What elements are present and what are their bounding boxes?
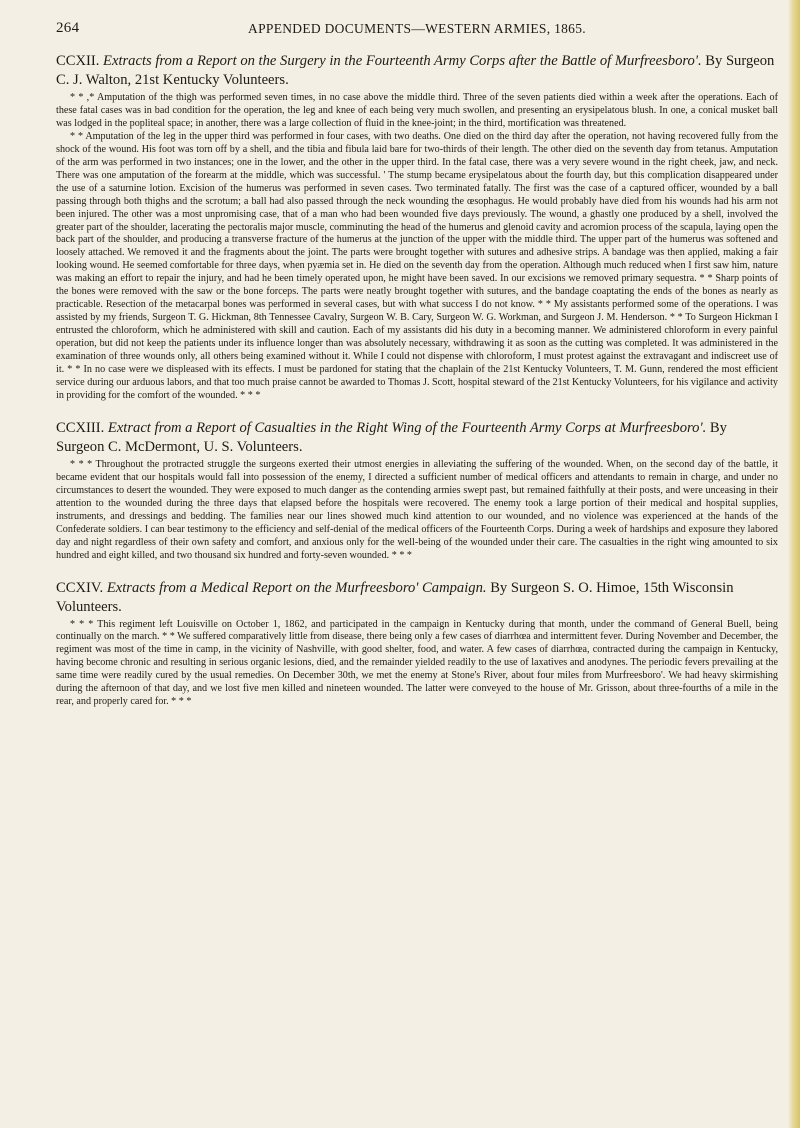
section-heading <box>56 419 778 457</box>
section-author: By Surgeon S. O. Himoe, 15th Wisconsin Volunteers. <box>56 579 734 615</box>
paragraph: * * Amputation of the leg in the upper third was performed in four cases, with two deaths. One died on the third day after the operation, not having recovered fully from the shock of the wound. His foot was torn off by a shell, and the tibia and fibula laid bare for two-thirds of their length. The other died on the seventh day from tetanus. Amputation of the arm was performed in two instances; one in the lower, and the other in the upper third. In the fatal case, there was a very severe wound in the right cheek, jaw, and neck. There was one amputation of the forearm at the middle, which was successful. ' The stump became erysipelatous about the fourth day, but this complication disappeared under the use of a saturnine lotion. Excision of the humerus was performed in seven cases. Two terminated fatally. The first was the case of a captured officer, wounded by a ball passing through both thighs and the scrotum; a ball had also passed through the neck wounding the œsophagus. He would probably have died from his wounds had his arm not been injured. The other was a most unpromising case, that of a man who had been wounded five days previously. The wound, a ghastly one produced by a shell, involved the greater part of the shoulder, lacerating the pectoralis major muscle, comminuting the head of the humerus and glenoid cavity and acromion process of the scapula, laying open the back part of the shoulder, and producing a transverse fracture of the humerus at the junction of the upper with the middle third. The upper part of the humerus was softened and loosely attached. We removed it and the fragments about the joint. The parts were brought together with sutures and adhesive strips. A bandage was then applied, making a fair looking wound. He seemed comfortable for three days, when pyæmia set in. He died on the seventh day from the operation. Although much reduced when I first saw him, nature was making an effort to repair the injury, and had he been timely operated upon, he might have been saved. In our excisions we removed primary sequestra. * * Sharp points of the bones were removed with the saw or the bone forceps. The parts were neatly brought together with sutures, and the bandage coaptating the ends of the bones as nearly as practicable. Resection of the metacarpal bones was performed in several cases, but with what success I do not know. * * My assistants performed some of the operations. I was assisted by my friends, Surgeon T. G. Hickman, 8th Tennessee Cavalry, Surgeon W. B. Cary, Surgeon W. G. Workman, and Surgeon J. M. Henderson. * * To Surgeon Hickman I entrusted the chloroform, which he administered with skill and caution. Each of my assistants did his duty in a becoming manner. We administered chloroform in every painful operation, but did not keep the patients under its influence longer than was absolutely necessary, withdrawing it as soon as the cutting was completed. It was administered in the examination of three wounds only, all others being examined without it. While I could not dispense with chloroform, I must protest against the extravagant and indiscreet use of it. * * In no case were we displeased with its effects. I must be pardoned for stating that the chaplain of the 21st Kentucky Volunteers, T. M. Gunn, rendered the most efficient service during our arduous labors, and that too much praise cannot be awarded to Thomas J. Scott, hospital steward of the 21st Kentucky Volunteers, for his vigilance and activity in providing for the comfort of the wounded. * * * <box>56 130 778 401</box>
section-number: CCXIV. <box>56 579 104 596</box>
paragraph: * * * Throughout the protracted struggle the surgeons exerted their utmost energies in alleviating the suffering of the wounded. When, on the second day of the battle, it became evident that our hospitals would fall into possession of the enemy, I directed a sufficient number of medical officers and attendants to remain in charge, and under no circumstances to desert the wounded. They were exposed to much danger as the contending armies swept past, but remained faithfully at their posts, and were unceasing in their attention to the wounded during the three days that elapsed before the hospitals were recovered. The enemy took a large portion of their medical and hospital supplies, instruments, and dressings and bedding. The families near our lines showed much kind attention to our wounded, and no violence was experienced at the hands of the Confederate soldiers. I can bear testimony to the efficiency and self-denial of the medical officers of the Fourteenth Corps. During a week of hardships and exposure they labored day and night regardless of their own safety and comfort, and anxious only for the well-being of the wounded under their care. The casualties in the right wing amounted to six hundred and eight killed, and two thousand six hundred and forty-seven wounded. * * * <box>56 458 778 561</box>
document-page <box>56 20 778 709</box>
page-number: 264 <box>56 20 80 36</box>
section-ccxiv <box>56 579 778 710</box>
running-header <box>56 20 778 44</box>
paragraph: * * * This regiment left Louisville on October 1, 1862, and participated in the campaign in Kentucky during that month, under the command of General Buell, being continually on the march. * * We suffered comparatively little from disease, there being only a few cases of diarrhœa and intermittent fever. During November and December, the regiment was most of the time in camp, in the vicinity of Nashville, with good shelter, food, and water. A few cases of diarrhœa, contracted during the campaign in Kentucky, having become chronic and resulting in serious organic lesions, died, and the remainder yielded readily to the use of laxatives and anodynes. The periodic fevers prevailing at the same time were readily cured by the usual remedies. On December 30th, we met the enemy at Stone's River, about four miles from Murfreesboro'. We had heavy skirmishing during the afternoon of that day, and we lost five men killed and nineteen wounded. The latter were conveyed to the house of Mr. Grisson, about three-fourths of a mile in the rear, and properly cared for. * * * <box>56 618 778 708</box>
paragraph: * * ,* Amputation of the thigh was performed seven times, in no case above the middle third. Three of the seven patients died within a week after the operations. Each of these fatal cases was in bad condition for the operation, the leg and knee of each being very much swollen, and presenting an erysipelatous blush. In one, a conical musket ball was lodged in the popliteal space; in another, there was a large collection of fluid in the knee-joint; in the third, mortification was threatened. <box>56 92 778 129</box>
section-author: By Surgeon C. J. Walton, 21st Kentucky Volunteers. <box>56 53 775 88</box>
section-heading <box>56 579 778 617</box>
section-author: By Surgeon C. McDermont, U. S. Volunteers. <box>56 419 727 455</box>
section-number: CCXIII. <box>56 419 105 436</box>
section-ccxii <box>56 52 778 403</box>
section-title: Extracts from a Medical Report on the Murfreesboro' Campaign. <box>106 579 487 596</box>
section-number: CCXII. <box>56 53 100 69</box>
section-heading <box>56 52 778 90</box>
section-title: Extracts from a Report on the Surgery in the Fourteenth Army Corps after the Battle of Murfreesboro'. <box>103 53 702 69</box>
section-title: Extract from a Report of Casualties in the Right Wing of the Fourteenth Army Corps at Murfreesboro'. <box>107 419 707 436</box>
running-title: APPENDED DOCUMENTS—WESTERN ARMIES, 1865. <box>248 21 586 36</box>
section-ccxiii <box>56 419 778 563</box>
page-edge-shadow <box>788 0 800 1128</box>
